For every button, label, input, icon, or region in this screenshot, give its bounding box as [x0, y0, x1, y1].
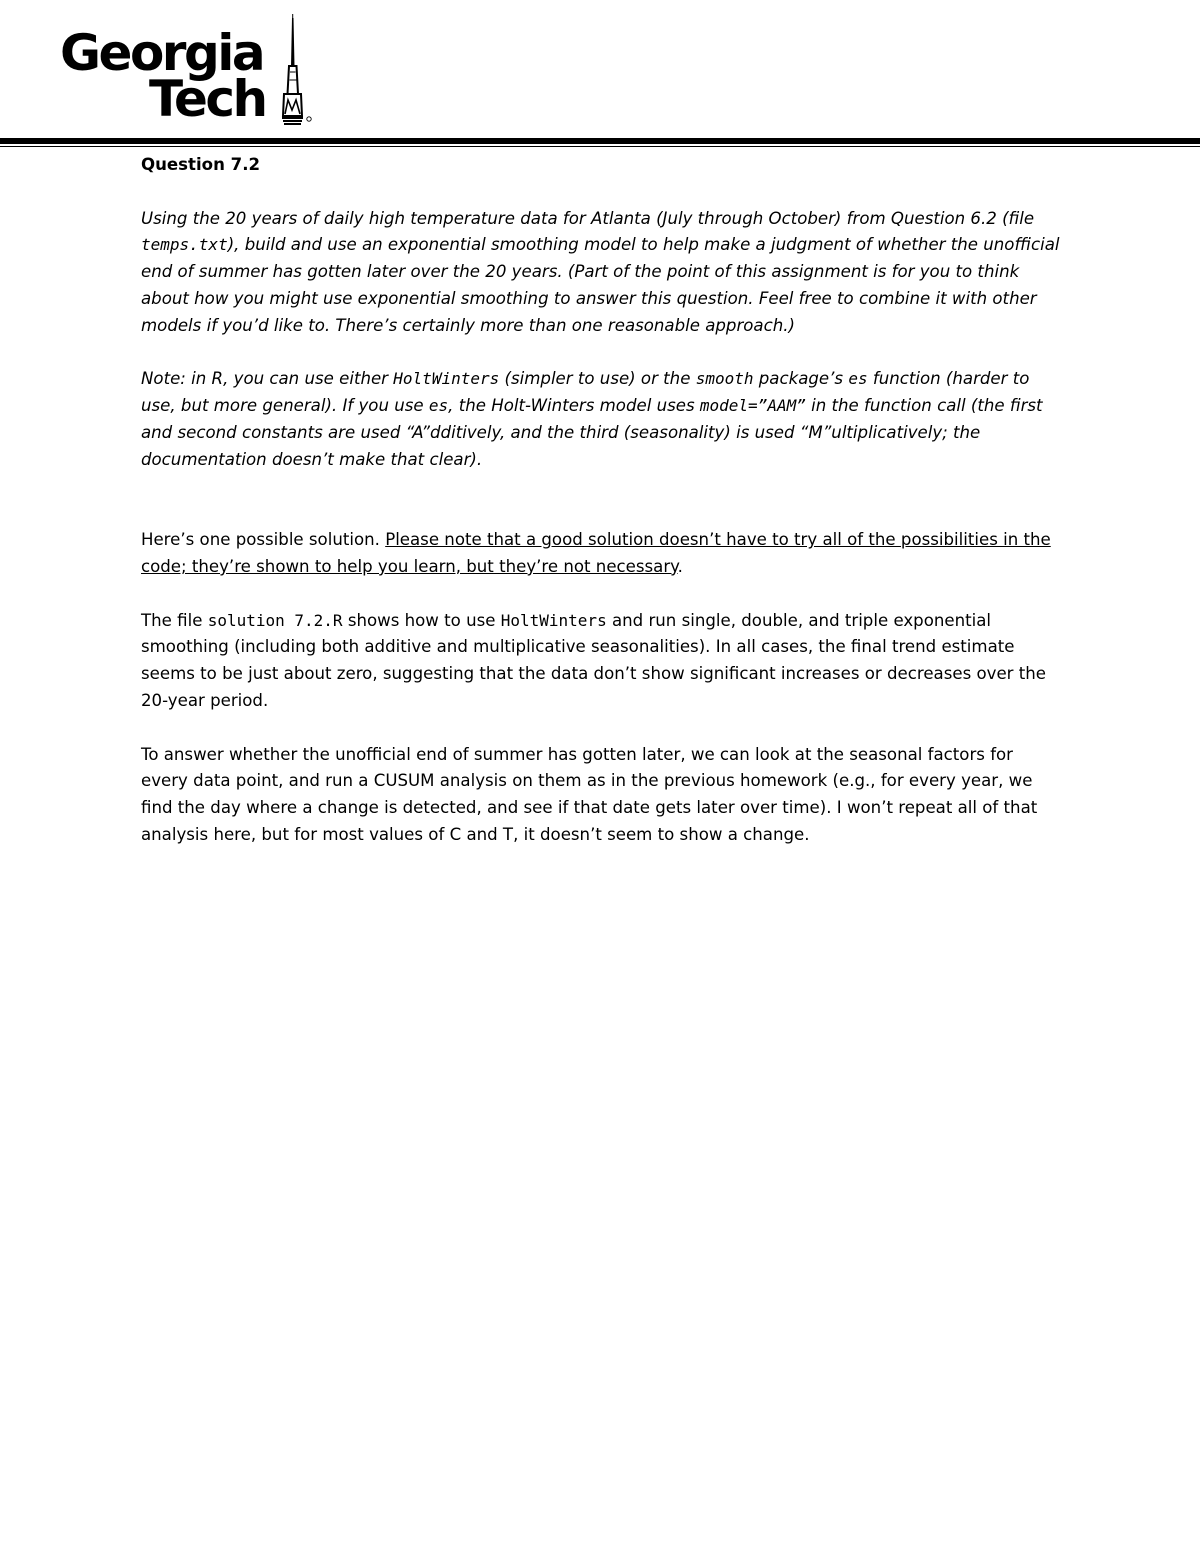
- text-run: shows how to use: [342, 610, 501, 630]
- code-filename: solution 7.2.R: [207, 610, 343, 630]
- header-rule-thin: [0, 146, 1200, 147]
- solution-intro-paragraph: [141, 527, 1061, 581]
- text-run: , the Holt-Winters model uses: [448, 396, 700, 416]
- document-body: [141, 152, 1061, 849]
- text-run: Note: in R, you can use either: [141, 369, 394, 389]
- logo-word-tech: Tech: [149, 70, 266, 128]
- text-run: in the function call (the first and second constants are used “A”dditively, and the third (seasonality) is used “M”ultiplicatively; the documentation doesn’t make that clear).: [141, 396, 1043, 469]
- solution-file-paragraph: [141, 608, 1061, 715]
- question-prompt-paragraph: [141, 206, 1061, 340]
- text-run: ), build and use an exponential smoothing model to help make a judgment of whether the unofficial end of summer has gotten later over the 20 years. (Part of the point of this assignment is for you to think about how you might use exponential smoothing to answer this question. Feel free to combine it with other models if you’d like to. There’s certainly more than one reasonable approach.): [141, 235, 1060, 335]
- solution-cusum-paragraph: To answer whether the unofficial end of summer has gotten later, we can look at the seasonal factors for every data point, and run a CUSUM analysis on them as in the previous homework (e.g., for every year, we find the day where a change is detected, and see if that date gets later over time). I won’t repeat all of that analysis here, but for most values of C and T, it doesn’t seem to show a change.: [141, 744, 1038, 844]
- text-run: package’s: [753, 369, 849, 389]
- text-run: and run single, double, and triple exponential smoothing (including both additive and multiplicative seasonalities). In all cases, the final trend estimate seems to be just about zero, suggesting that the data don’t show significant increases or decreases over the 20-year period.: [141, 610, 1047, 710]
- tech-tower-icon: [280, 14, 328, 130]
- question-title: Question 7.2: [141, 155, 261, 174]
- underlined-note: Please note that a good solution doesn’t have to try all of the possibilities in the code; they’re shown to help you learn, but they’re not necessary: [141, 530, 1051, 576]
- text-run: function (harder to use, but more general). If you use: [141, 369, 1030, 416]
- code-package: smooth: [695, 369, 754, 389]
- georgia-tech-logo: [58, 14, 328, 130]
- code-filename: temps.txt: [141, 235, 228, 255]
- code-function: es: [848, 369, 868, 389]
- code-argument: model=”AAM”: [699, 396, 806, 416]
- code-function: HoltWinters: [393, 369, 500, 389]
- logo-word-georgia: Georgia: [60, 24, 264, 82]
- header-rule: [0, 138, 1200, 144]
- text-run: Here’s one possible solution.: [141, 530, 386, 550]
- text-run: The file: [141, 610, 208, 630]
- code-function: HoltWinters: [500, 610, 607, 630]
- question-note-paragraph: [141, 366, 1061, 473]
- code-function: es: [428, 396, 449, 416]
- text-run: (simpler to use) or the: [499, 369, 696, 389]
- text-run: .: [677, 556, 683, 576]
- text-run: Using the 20 years of daily high temperature data for Atlanta (July through October) from Question 6.2 (file: [141, 208, 1035, 228]
